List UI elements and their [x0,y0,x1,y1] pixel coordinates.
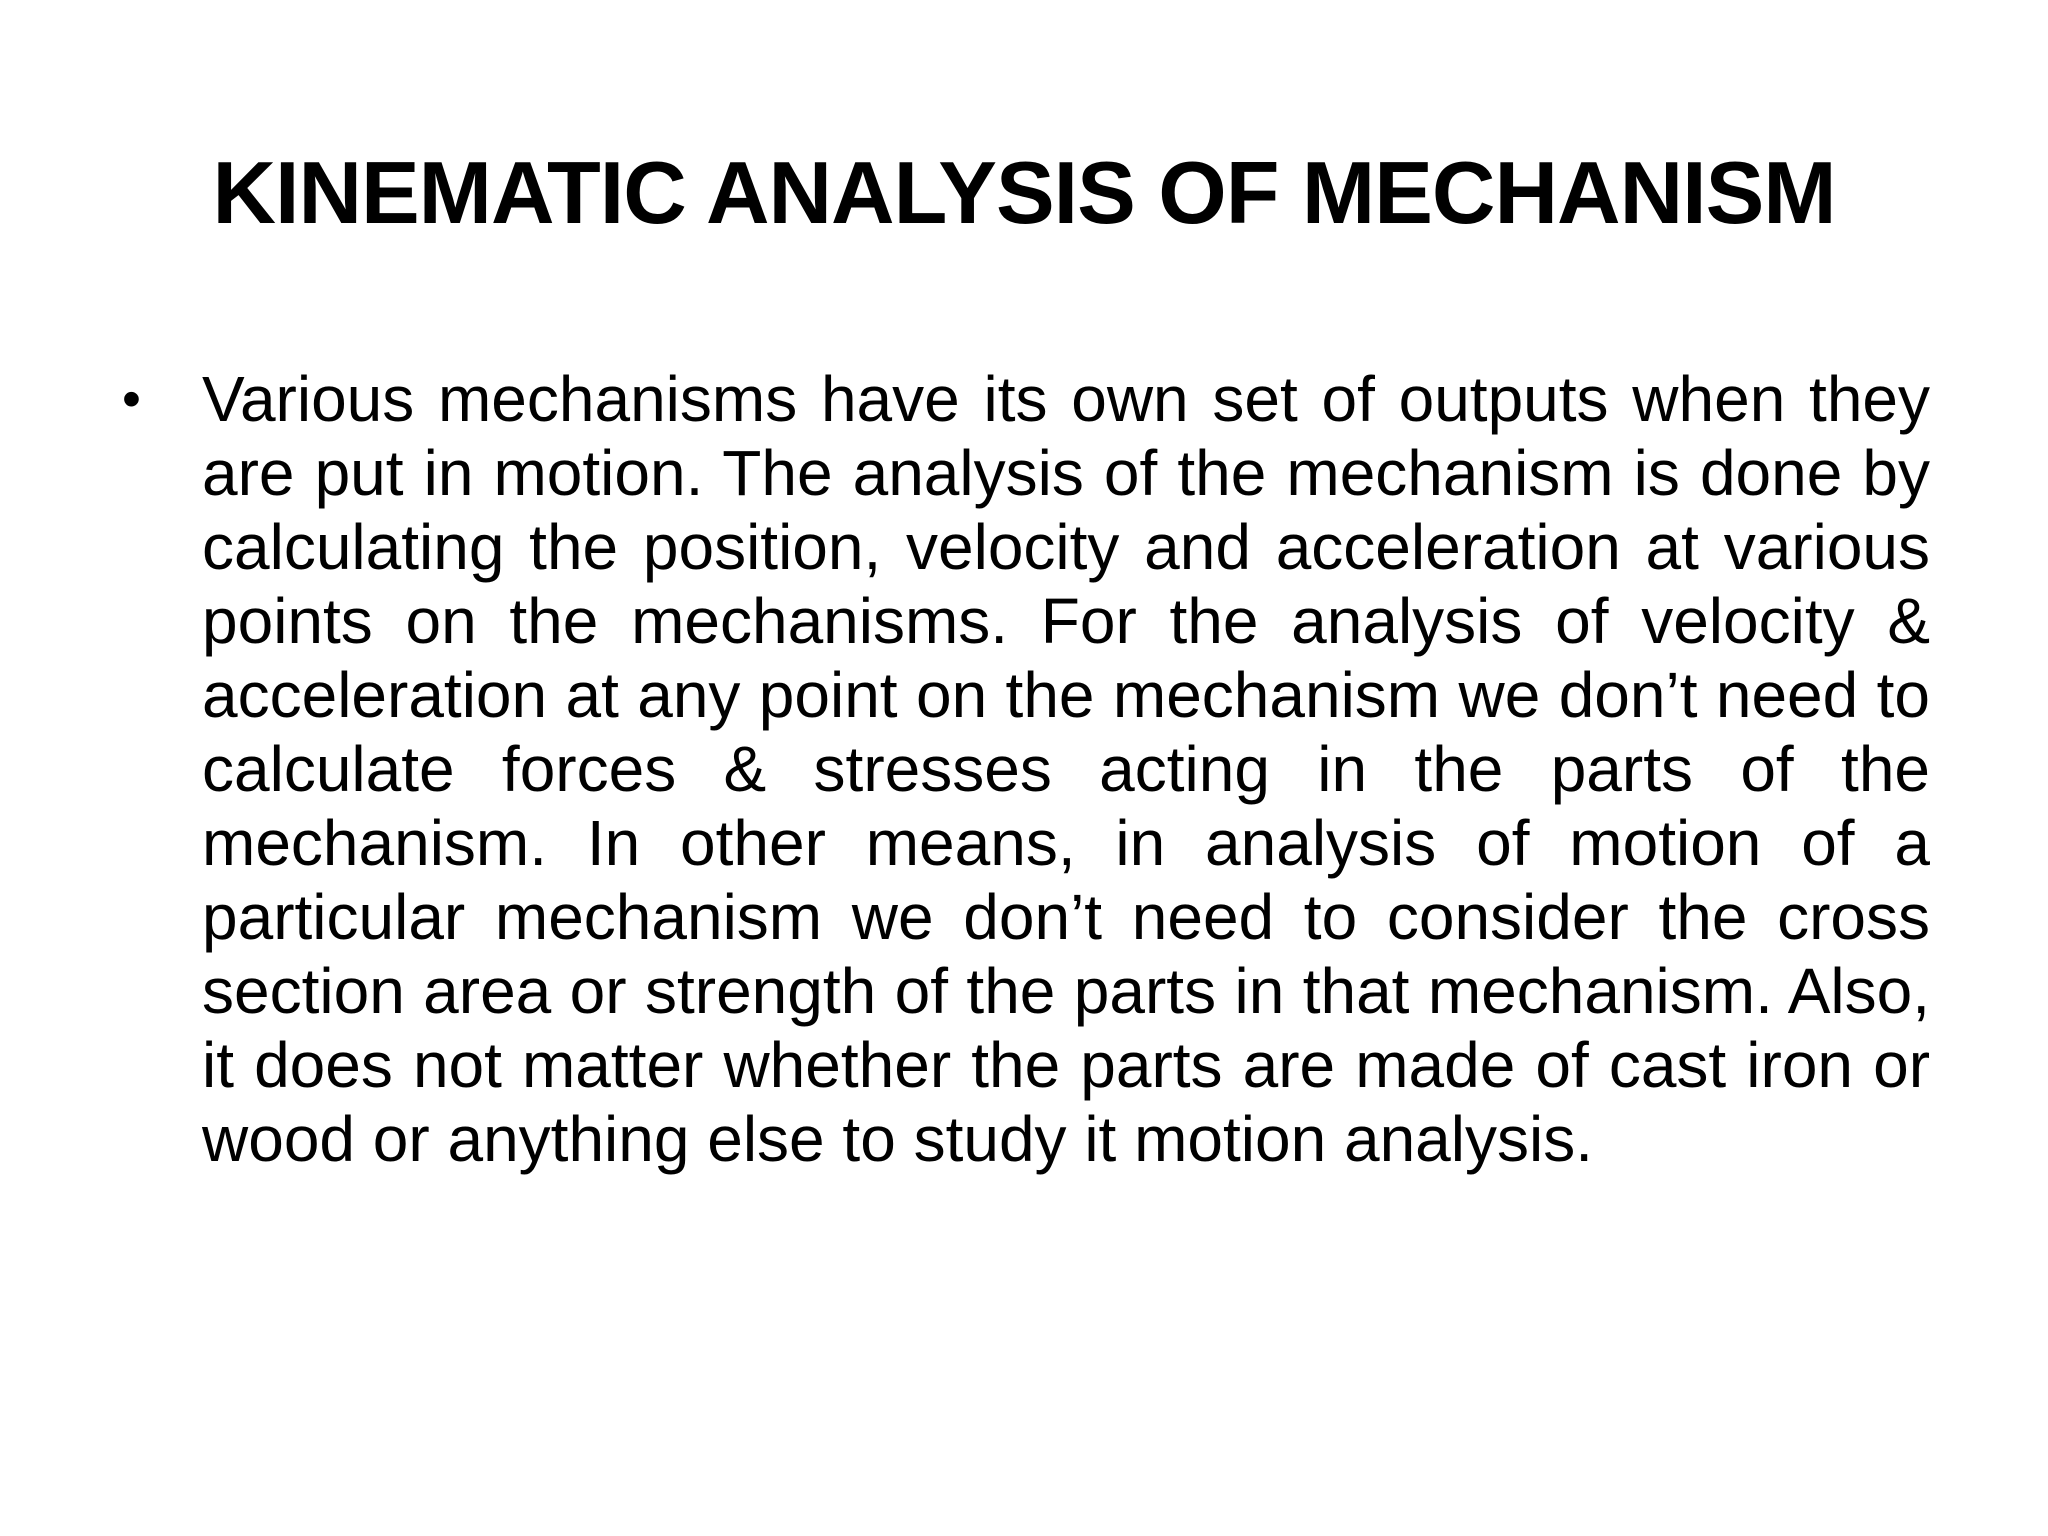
slide-title: KINEMATIC ANALYSIS OF MECHANISM [212,143,1836,242]
bullet-marker: • [122,369,141,429]
bullet-item [118,362,1930,1176]
bullet-text: Various mechanisms have its own set of outputs when they are put in motion. The analysis of the mechanism is done by calculating the position, velocity and acceleration at various points on the mechanisms. For the analysis of velocity & acceleration at any point on the mechanism we don’t need to calculate forces & stresses acting in the parts of the mechanism. In other means, in analysis of motion of a particular mechanism we don’t need to consider the cross section area or strength of the parts in that mechanism. Also, it does not matter whether the parts are made of cast iron or wood or anything else to study it motion analysis. [202,363,1930,1175]
bullet-list [118,362,1930,1176]
